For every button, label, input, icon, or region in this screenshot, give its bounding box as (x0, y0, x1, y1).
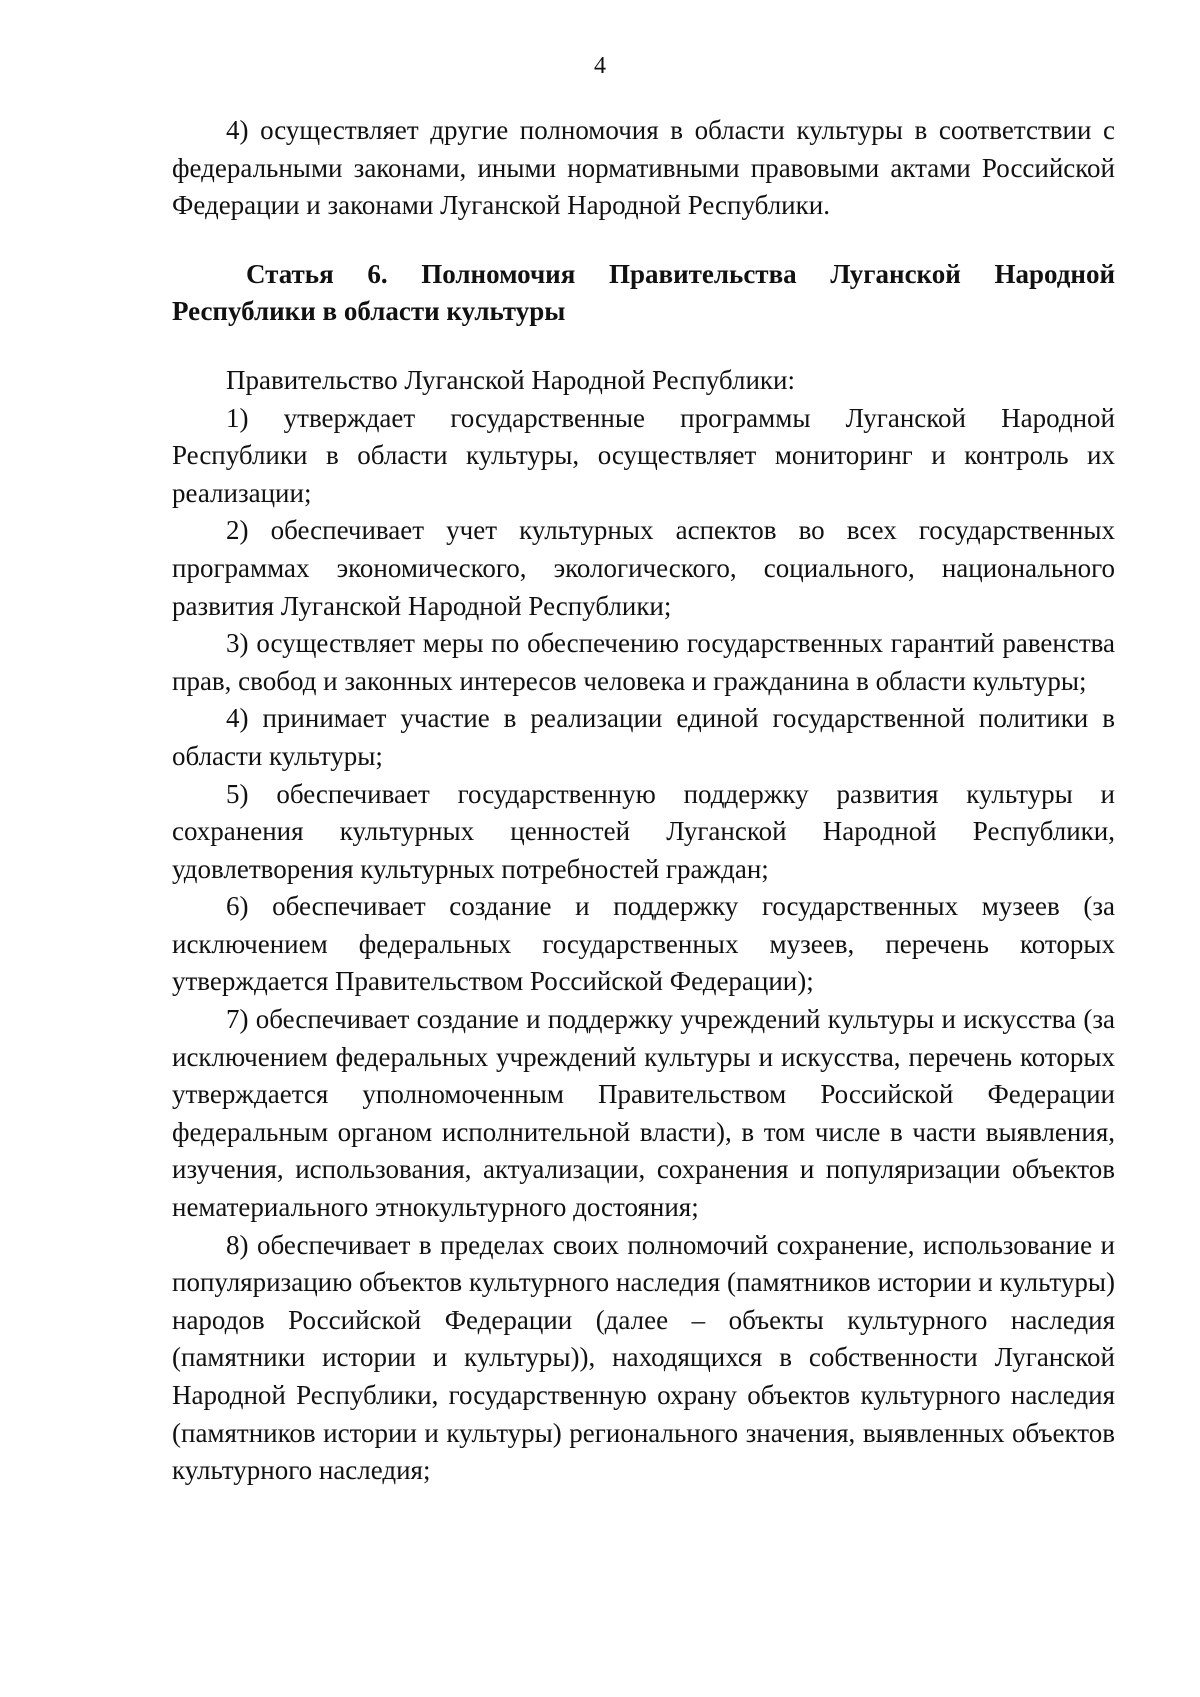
page-number: 4 (594, 53, 606, 79)
article-item-5: 5) обеспечивает государственную поддержку развития культуры и сохранения культурных ценностей Луганской Народной Республики, удовлетворения культурных потребностей граждан; (172, 778, 1115, 884)
article-item-7: 7) обеспечивает создание и поддержку учреждений культуры и искусства (за исключением федеральных учреждений культуры и искусства, перечень которых утверждается уполномоченным Правительством Российской Федерации федеральным органом исполнительной власти), в том числе в части выявления, изучения, использования, актуализации, сохранения и популяризации объектов нематериального этнокультурного достояния; (172, 1004, 1115, 1223)
intro-item: 4) осуществляет другие полномочия в области культуры в соответствии с федеральными законами, иными нормативными правовыми актами Российской Федерации и законами Луганской Народной Республики. (172, 115, 1115, 221)
article-item-2: 2) обеспечивает учет культурных аспектов во всех государственных программах экономического, экологического, социального, национального развития Луганской Народной Республики; (172, 515, 1115, 621)
article-item-4: 4) принимает участие в реализации единой государственной политики в области культуры; (172, 703, 1115, 771)
article-item-8: 8) обеспечивает в пределах своих полномочий сохранение, использование и популяризацию объектов культурного наследия (памятников истории и культуры) народов Российской Федерации (далее – объекты культурного наследия (памятники истории и культуры)), находящихся в собственности Луганской Народной Республики, государственную охрану объектов культурного наследия (памятников истории и культуры) регионального значения, выявленных объектов культурного наследия; (172, 1229, 1115, 1486)
article-item-6: 6) обеспечивает создание и поддержку государственных музеев (за исключением федеральных государственных музеев, перечень которых утверждается Правительством Российской Федерации); (172, 891, 1115, 997)
article-lead: Правительство Луганской Народной Республики: (226, 364, 795, 395)
article-item-1: 1) утверждает государственные программы Луганской Народной Республики в области культуры, осуществляет мониторинг и контроль их реализации; (172, 402, 1115, 508)
document-body (172, 112, 1115, 1490)
article-heading: Статья 6. Полномочия Правительства Луганской Народной Республики в области культуры (172, 258, 1115, 327)
article-item-3: 3) осуществляет меры по обеспечению государственных гарантий равенства прав, свобод и законных интересов человека и гражданина в области культуры; (172, 628, 1115, 696)
